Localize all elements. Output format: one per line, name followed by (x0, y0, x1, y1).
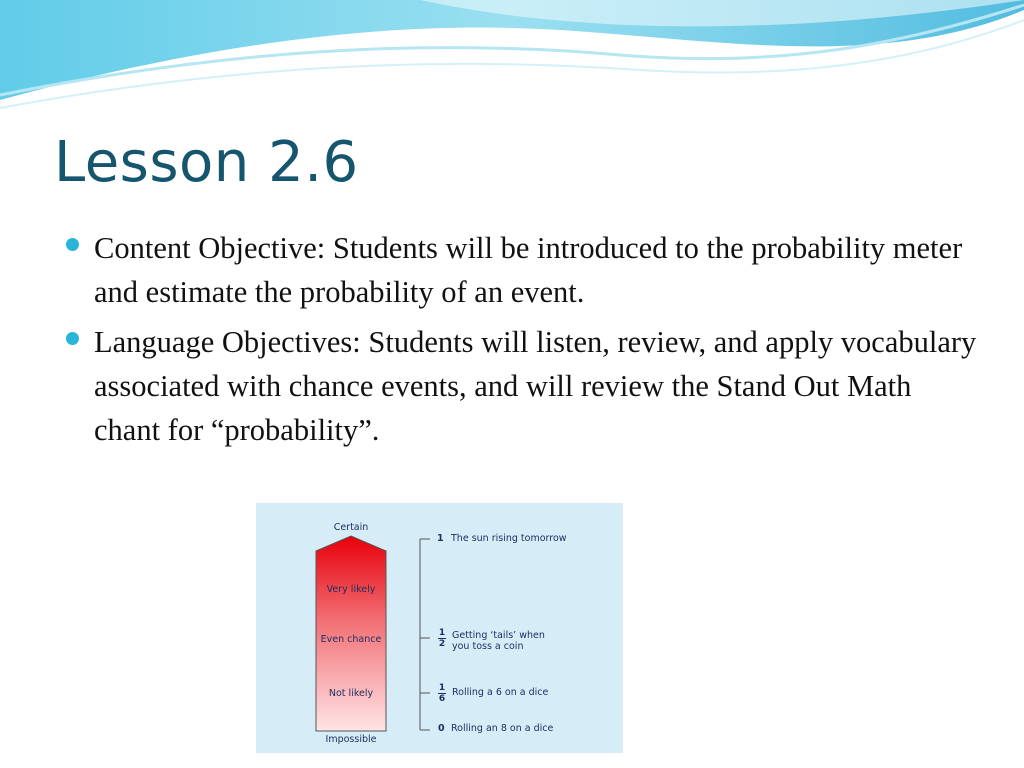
scale-text-dice-6: Rolling a 6 on a dice (452, 687, 549, 698)
objectives-list (64, 226, 984, 458)
scale-fraction-half (437, 628, 447, 649)
meter-top-label: Certain (333, 522, 369, 533)
language-objective-text: Language Objectives: Students will listen, review, and apply vocabulary associated with chance events, and will review the Stand Out Math chant for “probability”. (94, 325, 977, 447)
scale-value-1: 1 (437, 533, 444, 544)
header-wave-decoration (0, 0, 1024, 120)
scale-text-coin-2: you toss a coin (452, 641, 524, 652)
scale-text-coin-1: Getting ‘tails’ when (452, 630, 545, 641)
probability-meter-image (256, 503, 623, 753)
slide-title: Lesson 2.6 (54, 130, 359, 195)
meter-bottom-label: Impossible (325, 734, 377, 745)
meter-zone-even-chance: Even chance (320, 634, 382, 645)
content-objective-bullet (64, 226, 984, 314)
fraction-denominator: 6 (438, 694, 446, 704)
meter-zone-very-likely: Very likely (326, 584, 376, 595)
fraction-denominator: 2 (438, 639, 446, 649)
language-objective-bullet (64, 320, 984, 452)
scale-text-sun: The sun rising tomorrow (451, 533, 567, 544)
bullet-dot-icon (66, 238, 79, 251)
bullet-dot-icon (66, 332, 79, 345)
scale-fraction-sixth (437, 683, 447, 704)
content-objective-text: Content Objective: Students will be introduced to the probability meter and estimate the probability of an event. (94, 231, 963, 309)
scale-text-dice-8: Rolling an 8 on a dice (451, 723, 554, 734)
scale-value-0: 0 (438, 723, 445, 734)
fraction-numerator: 1 (438, 628, 446, 638)
fraction-numerator: 1 (438, 683, 446, 693)
meter-zone-not-likely: Not likely (328, 688, 374, 699)
